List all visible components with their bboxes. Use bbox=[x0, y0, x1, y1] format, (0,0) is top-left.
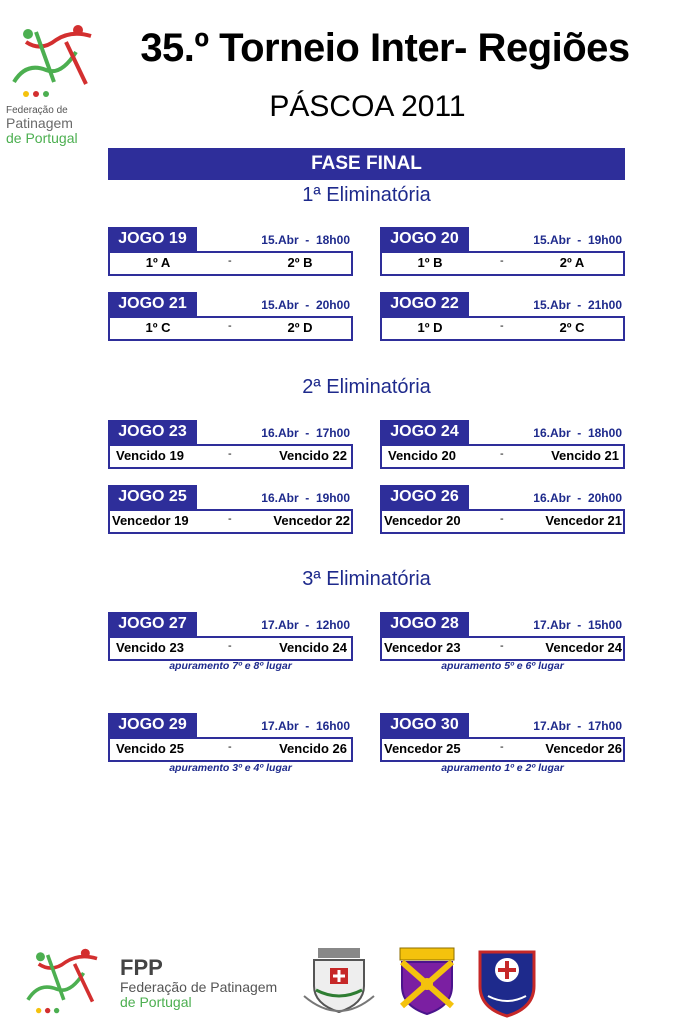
placement-note: apuramento 7º e 8º lugar bbox=[169, 660, 292, 672]
game-label: JOGO 26 bbox=[380, 485, 469, 509]
game-date: 16.Abr - 20h00 bbox=[533, 491, 622, 505]
game-date: 17.Abr - 16h00 bbox=[261, 719, 350, 733]
page-subtitle: PÁSCOA 2011 bbox=[269, 90, 466, 123]
game-matchup bbox=[380, 636, 625, 661]
game-date: 17.Abr - 12h00 bbox=[261, 618, 350, 632]
game-date: 17.Abr - 17h00 bbox=[533, 719, 622, 733]
game-label: JOGO 28 bbox=[380, 612, 469, 636]
separator: - bbox=[500, 741, 504, 753]
fcoh-club-badge-icon bbox=[476, 946, 538, 1018]
separator: - bbox=[228, 448, 232, 460]
placement-note: apuramento 3º e 4º lugar bbox=[169, 762, 292, 774]
separator: - bbox=[228, 741, 232, 753]
game-label: JOGO 20 bbox=[380, 227, 469, 251]
game-label: JOGO 21 bbox=[108, 292, 197, 316]
municipal-crest-icon bbox=[394, 946, 460, 1018]
home-team: Vencedor 23 bbox=[384, 640, 461, 655]
game-matchup bbox=[108, 509, 353, 534]
phase-banner: FASE FINAL bbox=[108, 148, 625, 180]
away-team: 2º B bbox=[287, 255, 313, 270]
game-label: JOGO 22 bbox=[380, 292, 469, 316]
game-label: JOGO 19 bbox=[108, 227, 197, 251]
round-title-2: 2ª Eliminatória bbox=[302, 376, 431, 398]
away-team: 2º C bbox=[559, 320, 585, 335]
away-team: Vencido 21 bbox=[551, 448, 619, 463]
separator: - bbox=[228, 640, 232, 652]
game-matchup bbox=[108, 251, 353, 276]
game-label: JOGO 27 bbox=[108, 612, 197, 636]
skater-logo-icon bbox=[6, 22, 98, 100]
game-date: 15.Abr - 18h00 bbox=[261, 233, 350, 247]
separator: - bbox=[500, 448, 504, 460]
fpp-footer-text bbox=[120, 956, 277, 1010]
game-card bbox=[108, 420, 353, 470]
game-card bbox=[380, 612, 625, 662]
federation-line1: Federação de bbox=[6, 105, 68, 116]
game-matchup bbox=[108, 737, 353, 762]
game-matchup bbox=[380, 737, 625, 762]
fpp-footer-logo bbox=[20, 946, 104, 1016]
game-matchup bbox=[108, 444, 353, 469]
home-team: 1º C bbox=[145, 320, 171, 335]
separator: - bbox=[228, 255, 232, 267]
home-team: Vencido 25 bbox=[116, 741, 184, 756]
separator: - bbox=[500, 640, 504, 652]
game-date: 15.Abr - 19h00 bbox=[533, 233, 622, 247]
game-label: JOGO 25 bbox=[108, 485, 197, 509]
away-team: Vencedor 21 bbox=[545, 513, 622, 528]
fpp-name-line1: Federação de Patinagem bbox=[120, 979, 278, 995]
game-card bbox=[108, 227, 353, 277]
away-team: Vencido 24 bbox=[279, 640, 347, 655]
game-card bbox=[380, 227, 625, 277]
game-card bbox=[380, 713, 625, 763]
page-title: 35.º Torneio Inter- Regiões bbox=[140, 26, 630, 70]
game-matchup bbox=[380, 509, 625, 534]
home-team: 1º B bbox=[417, 255, 443, 270]
game-card bbox=[380, 420, 625, 470]
separator: - bbox=[500, 320, 504, 332]
round-title-1: 1ª Eliminatória bbox=[302, 184, 431, 206]
away-team: Vencido 26 bbox=[279, 741, 347, 756]
game-card bbox=[108, 713, 353, 763]
home-team: Vencedor 25 bbox=[384, 741, 461, 756]
federation-line3: de Portugal bbox=[6, 130, 78, 146]
separator: - bbox=[500, 513, 504, 525]
game-date: 16.Abr - 18h00 bbox=[533, 426, 622, 440]
away-team: Vencedor 26 bbox=[545, 741, 622, 756]
game-label: JOGO 29 bbox=[108, 713, 197, 737]
oliveira-do-hospital-crest-icon bbox=[300, 946, 378, 1018]
home-team: Vencido 23 bbox=[116, 640, 184, 655]
home-team: 1º D bbox=[417, 320, 443, 335]
skater-logo-icon bbox=[20, 946, 104, 1016]
away-team: Vencedor 24 bbox=[545, 640, 622, 655]
game-date: 15.Abr - 20h00 bbox=[261, 298, 350, 312]
federation-logo bbox=[6, 22, 98, 146]
fpp-name-line2: de Portugal bbox=[120, 994, 192, 1010]
game-date: 16.Abr - 19h00 bbox=[261, 491, 350, 505]
home-team: Vencedor 20 bbox=[384, 513, 461, 528]
home-team: Vencido 20 bbox=[388, 448, 456, 463]
round-title-3: 3ª Eliminatória bbox=[302, 568, 431, 590]
away-team: Vencido 22 bbox=[279, 448, 347, 463]
game-card bbox=[380, 485, 625, 535]
game-matchup bbox=[380, 316, 625, 341]
game-date: 16.Abr - 17h00 bbox=[261, 426, 350, 440]
federation-line2: Patinagem bbox=[6, 115, 73, 131]
game-matchup bbox=[108, 316, 353, 341]
game-date: 17.Abr - 15h00 bbox=[533, 618, 622, 632]
separator: - bbox=[228, 320, 232, 332]
separator: - bbox=[500, 255, 504, 267]
game-label: JOGO 24 bbox=[380, 420, 469, 444]
placement-note: apuramento 5º e 6º lugar bbox=[441, 660, 564, 672]
game-label: JOGO 30 bbox=[380, 713, 469, 737]
away-team: Vencedor 22 bbox=[273, 513, 350, 528]
away-team: 2º A bbox=[559, 255, 585, 270]
placement-note: apuramento 1º e 2º lugar bbox=[441, 762, 564, 774]
game-card bbox=[108, 292, 353, 342]
home-team: Vencedor 19 bbox=[112, 513, 189, 528]
game-date: 15.Abr - 21h00 bbox=[533, 298, 622, 312]
game-matchup bbox=[380, 251, 625, 276]
away-team: 2º D bbox=[287, 320, 313, 335]
separator: - bbox=[228, 513, 232, 525]
game-card bbox=[380, 292, 625, 342]
game-matchup bbox=[108, 636, 353, 661]
game-matchup bbox=[380, 444, 625, 469]
game-card bbox=[108, 485, 353, 535]
home-team: 1º A bbox=[145, 255, 171, 270]
game-card bbox=[108, 612, 353, 662]
fpp-abbreviation: FPP bbox=[120, 955, 163, 980]
home-team: Vencido 19 bbox=[116, 448, 184, 463]
game-label: JOGO 23 bbox=[108, 420, 197, 444]
